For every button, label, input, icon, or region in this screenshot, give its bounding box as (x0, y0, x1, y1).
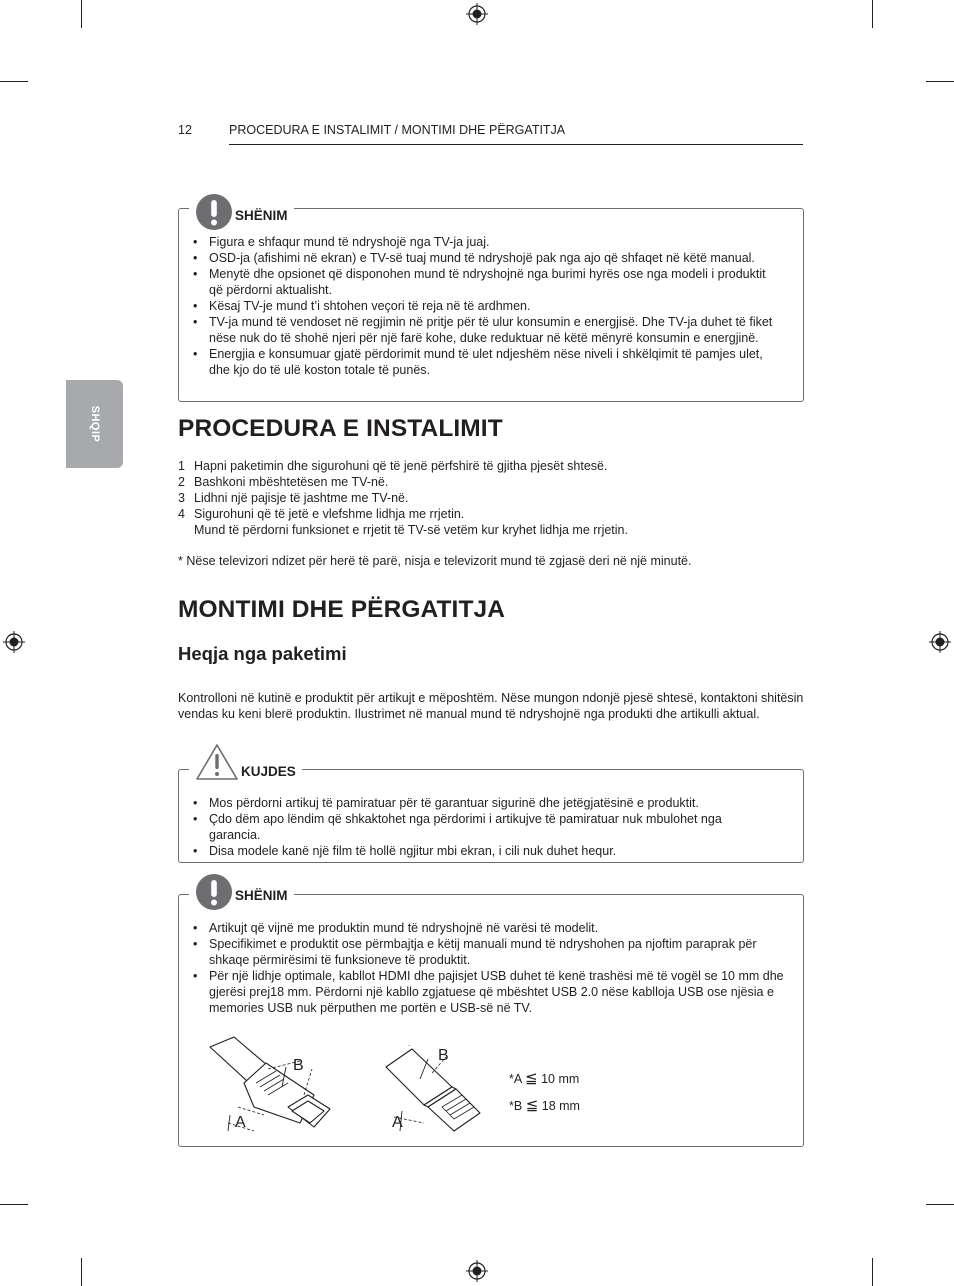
page-number: 12 (178, 123, 192, 137)
caution-list (209, 795, 779, 859)
hdmi-dimension-a: A (235, 1114, 246, 1131)
crop-mark (0, 81, 28, 82)
list-item: • Figura e shfaqur mund të ndryshojë nga TV-ja juaj. (209, 234, 789, 250)
caution-box (178, 763, 804, 863)
crop-mark (872, 1258, 873, 1286)
registration-mark-icon (466, 1260, 488, 1282)
crop-mark (81, 1258, 82, 1286)
hdmi-connector-diagram (204, 1035, 344, 1140)
note-exclamation-icon (195, 873, 233, 911)
footnote: * Nëse televizori ndizet për herë të parë, nisja e televizorit mund të zgjasë deri në një minutë. (178, 554, 692, 568)
note-box-header (189, 193, 294, 231)
crop-mark (872, 0, 873, 28)
section-title-installation: PROCEDURA E INSTALIMIT (178, 415, 503, 442)
list-item: • Specifikimet e produktit ose përmbajtja e këtij manuali mund të ndryshohen pa njoftim paraprak për shkaqe përmirësimi të funksioneve të produktit. (209, 936, 789, 968)
note-label: SHËNIM (235, 887, 288, 903)
list-item: • Çdo dëm apo lëndim që shkaktohet nga përdorimi i artikujve të pamiratuar nuk mbulohet nga garancia. (209, 811, 759, 843)
usb-dimension-a: A (392, 1114, 403, 1131)
crop-mark (926, 1204, 954, 1205)
registration-mark-icon (466, 3, 488, 25)
caution-label: KUJDES (241, 763, 296, 779)
subsection-title-unpacking: Heqja nga paketimi (178, 643, 347, 664)
note-box-header (189, 873, 294, 911)
list-item: 1 Hapni paketimin dhe sigurohuni që të jenë përfshirë të gjitha pjesët shtesë. (178, 459, 608, 473)
list-item: • Artikujt që vijnë me produktin mund të ndryshojnë në varësi të modelit. (209, 920, 789, 936)
list-item: • Për një lidhje optimale, kabllot HDMI dhe pajisjet USB duhet të kenë trashësi më të vogël se 10 mm dhe gjerësi prej18 mm. Përdorni një kabllo zgjatuese që mbështet USB 2.0 nëse kablloja USB ose njësia e memories USB nuk përputhen me portën e USB-së në TV. (209, 968, 785, 1016)
caution-triangle-icon (195, 743, 239, 781)
side-tab-label: SHQIP (88, 405, 101, 443)
list-item: 3 Lidhni një pajisje të jashtme me TV-në. (178, 491, 409, 505)
section-title-assembly: MONTIMI DHE PËRGATITJA (178, 596, 506, 623)
crop-mark (0, 1204, 28, 1205)
crop-mark (926, 81, 954, 82)
language-side-tab (66, 380, 123, 468)
registration-mark-icon (3, 631, 25, 653)
list-item: • Energjia e konsumuar gjatë përdorimit mund të ulet ndjeshëm nëse niveli i shkëlqimit të pamjes ulet, dhe kjo do të ulë koston totale të punës. (209, 346, 769, 378)
list-item: • Kësaj TV-je mund t’i shtohen veçori të reja në të ardhmen. (209, 298, 789, 314)
crop-mark (81, 0, 82, 28)
header-rule (229, 144, 803, 145)
note-box (178, 887, 804, 1147)
hdmi-dimension-b: B (293, 1057, 304, 1074)
usb-dimension-b: B (438, 1047, 449, 1064)
registration-mark-icon (929, 631, 951, 653)
note-list (209, 920, 789, 1016)
list-item: • Mos përdorni artikuj të pamiratuar për të garantuar sigurinë dhe jetëgjatësinë e produktit. (209, 795, 779, 811)
list-item-continuation: Mund të përdorni funksionet e rrjetit të TV-së vetëm kur kryhet lidhja me rrjetin. (194, 523, 628, 537)
installation-steps (178, 458, 628, 538)
spec-a: *A ≦ 10 mm (509, 1070, 580, 1087)
note-label: SHËNIM (235, 207, 288, 223)
note-exclamation-icon (195, 193, 233, 231)
list-item: 2 Bashkoni mbështetësen me TV-në. (178, 475, 389, 489)
list-item: 4 Sigurohuni që të jetë e vlefshme lidhja me rrjetin. (178, 507, 465, 521)
spec-b: *B ≦ 18 mm (509, 1097, 580, 1114)
list-item: • OSD-ja (afishimi në ekran) e TV-së tuaj mund të ndryshojë pak nga ajo që shfaqet në këtë manual. (209, 250, 789, 266)
note-box (178, 208, 804, 402)
list-item: • Disa modele kanë një film të hollë ngjitur mbi ekran, i cili nuk duhet hequr. (209, 843, 779, 859)
list-item: • TV-ja mund të vendoset në regjimin në pritje për të ulur konsumin e energjisë. Dhe TV-ja duhet të fiket nëse nuk do të shohë njeri për një farë kohe, duke reduktuar në këtë mënyrë konsumin e energjinë. (209, 314, 779, 346)
list-item: • Menytë dhe opsionet që disponohen mund të ndryshojnë nga burimi hyrës ose nga modeli i produktit që përdorni aktualisht. (209, 266, 769, 298)
intro-paragraph: Kontrolloni në kutinë e produktit për artikujt e mëposhtëm. Nëse mungon ndonjë pjesë shtesë, kontaktoni shitësin vendas ku keni blerë produktin. Ilustrimet në manual mund të ndryshojnë nga produkti dhe artikulli aktual. (178, 691, 804, 721)
running-header: PROCEDURA E INSTALIMIT / MONTIMI DHE PËRGATITJA (229, 123, 566, 137)
caution-box-header (189, 743, 302, 781)
note-list (209, 234, 789, 378)
